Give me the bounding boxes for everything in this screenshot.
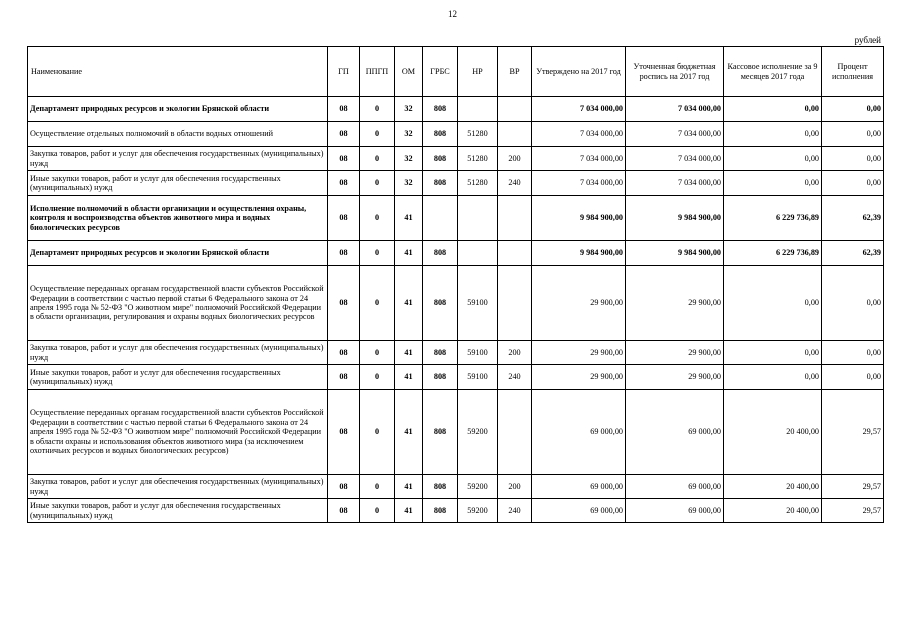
cell-om: 41 [395, 499, 423, 523]
cell-percent: 0,00 [822, 147, 884, 171]
cell-refined: 7 034 000,00 [626, 171, 724, 196]
cell-grbs: 808 [423, 122, 458, 147]
cell-approved: 7 034 000,00 [532, 171, 626, 196]
cell-name: Закупка товаров, работ и услуг для обеспечения государственных (муниципальных) нужд [28, 475, 328, 499]
cell-np: 59200 [458, 499, 498, 523]
cell-vr: 240 [498, 171, 532, 196]
cell-grbs [423, 196, 458, 241]
cell-np [458, 97, 498, 122]
cell-ppgp: 0 [360, 499, 395, 523]
cell-ppgp: 0 [360, 390, 395, 475]
cell-refined: 9 984 900,00 [626, 196, 724, 241]
cell-om: 41 [395, 475, 423, 499]
header-vr: ВР [498, 47, 532, 97]
cell-gp: 08 [328, 97, 360, 122]
cell-name: Осуществление переданных органам государственной власти субъектов Российской Федерации в соответствии с частью первой статьи 6 Федерального закона от 24 апреля 1995 года № 52-ФЗ "О животном мире" полномочий Российской Федерации в области охраны и использования объектов животного мира (за исключением охотничьих ресурсов и водных биологических ресурсов) [28, 390, 328, 475]
cell-cash: 20 400,00 [724, 390, 822, 475]
cell-gp: 08 [328, 341, 360, 365]
cell-refined: 29 900,00 [626, 365, 724, 390]
header-om: ОМ [395, 47, 423, 97]
cell-gp: 08 [328, 475, 360, 499]
cell-cash: 6 229 736,89 [724, 241, 822, 266]
cell-name: Иные закупки товаров, работ и услуг для обеспечения государственных (муниципальных) нужд [28, 171, 328, 196]
cell-om: 32 [395, 147, 423, 171]
header-name: Наименование [28, 47, 328, 97]
cell-name: Департамент природных ресурсов и экологии Брянской области [28, 241, 328, 266]
cell-om: 41 [395, 241, 423, 266]
cell-gp: 08 [328, 147, 360, 171]
cell-vr: 240 [498, 499, 532, 523]
cell-approved: 9 984 900,00 [532, 196, 626, 241]
cell-vr: 200 [498, 147, 532, 171]
cell-vr [498, 97, 532, 122]
cell-np: 59200 [458, 475, 498, 499]
cell-name: Исполнение полномочий в области организации и осуществления охраны, контроля и воспроизводства объектов животного мира и водных биологических ресурсов [28, 196, 328, 241]
cell-ppgp: 0 [360, 171, 395, 196]
cell-om: 41 [395, 266, 423, 341]
cell-cash: 0,00 [724, 97, 822, 122]
cell-approved: 7 034 000,00 [532, 122, 626, 147]
header-gp: ГП [328, 47, 360, 97]
cell-om: 32 [395, 97, 423, 122]
cell-om: 32 [395, 122, 423, 147]
budget-table [27, 46, 884, 523]
cell-cash: 0,00 [724, 365, 822, 390]
cell-vr: 200 [498, 475, 532, 499]
cell-gp: 08 [328, 196, 360, 241]
header-cash: Кассовое исполнение за 9 месяцев 2017 года [724, 47, 822, 97]
cell-ppgp: 0 [360, 241, 395, 266]
table-row [28, 341, 884, 365]
cell-approved: 29 900,00 [532, 365, 626, 390]
cell-approved: 69 000,00 [532, 499, 626, 523]
cell-ppgp: 0 [360, 475, 395, 499]
cell-ppgp: 0 [360, 266, 395, 341]
cell-om: 41 [395, 196, 423, 241]
cell-vr: 240 [498, 365, 532, 390]
table-row [28, 475, 884, 499]
cell-ppgp: 0 [360, 196, 395, 241]
cell-grbs: 808 [423, 171, 458, 196]
cell-ppgp: 0 [360, 147, 395, 171]
header-approved: Утверждено на 2017 год [532, 47, 626, 97]
cell-grbs: 808 [423, 365, 458, 390]
cell-refined: 69 000,00 [626, 499, 724, 523]
cell-percent: 0,00 [822, 266, 884, 341]
cell-refined: 69 000,00 [626, 475, 724, 499]
cell-approved: 7 034 000,00 [532, 97, 626, 122]
table-row [28, 147, 884, 171]
cell-name: Департамент природных ресурсов и экологии Брянской области [28, 97, 328, 122]
cell-grbs: 808 [423, 147, 458, 171]
cell-cash: 0,00 [724, 341, 822, 365]
cell-cash: 20 400,00 [724, 475, 822, 499]
cell-percent: 0,00 [822, 97, 884, 122]
cell-vr [498, 390, 532, 475]
cell-approved: 69 000,00 [532, 390, 626, 475]
cell-name: Осуществление переданных органам государственной власти субъектов Российской Федерации в соответствии с частью первой статьи 6 Федерального закона от 24 апреля 1995 года № 52-ФЗ "О животном мире" полномочий Российской Федерации в области организации, регулирования и охраны водных биологических ресурсов [28, 266, 328, 341]
cell-refined: 7 034 000,00 [626, 97, 724, 122]
table-row [28, 97, 884, 122]
cell-grbs: 808 [423, 390, 458, 475]
cell-approved: 29 900,00 [532, 341, 626, 365]
cell-name: Иные закупки товаров, работ и услуг для обеспечения государственных (муниципальных) нужд [28, 365, 328, 390]
cell-cash: 6 229 736,89 [724, 196, 822, 241]
cell-vr [498, 122, 532, 147]
cell-ppgp: 0 [360, 122, 395, 147]
cell-refined: 29 900,00 [626, 341, 724, 365]
cell-np: 51280 [458, 147, 498, 171]
cell-vr [498, 241, 532, 266]
cell-percent: 29,57 [822, 390, 884, 475]
cell-refined: 69 000,00 [626, 390, 724, 475]
cell-grbs: 808 [423, 341, 458, 365]
cell-ppgp: 0 [360, 341, 395, 365]
cell-percent: 29,57 [822, 499, 884, 523]
cell-grbs: 808 [423, 97, 458, 122]
cell-np [458, 241, 498, 266]
cell-np: 51280 [458, 122, 498, 147]
cell-cash: 0,00 [724, 266, 822, 341]
table-row [28, 499, 884, 523]
cell-percent: 0,00 [822, 341, 884, 365]
cell-cash: 20 400,00 [724, 499, 822, 523]
cell-vr [498, 266, 532, 341]
header-percent: Процент исполнения [822, 47, 884, 97]
cell-gp: 08 [328, 122, 360, 147]
cell-om: 41 [395, 341, 423, 365]
cell-gp: 08 [328, 499, 360, 523]
cell-percent: 62,39 [822, 196, 884, 241]
table-row [28, 122, 884, 147]
table-row [28, 171, 884, 196]
table-row [28, 365, 884, 390]
table-row [28, 196, 884, 241]
table-row [28, 390, 884, 475]
cell-percent: 0,00 [822, 171, 884, 196]
cell-grbs: 808 [423, 241, 458, 266]
cell-refined: 7 034 000,00 [626, 122, 724, 147]
table-row [28, 266, 884, 341]
header-grbs: ГРБС [423, 47, 458, 97]
cell-om: 41 [395, 390, 423, 475]
cell-refined: 7 034 000,00 [626, 147, 724, 171]
cell-percent: 29,57 [822, 475, 884, 499]
cell-grbs: 808 [423, 499, 458, 523]
cell-np: 59100 [458, 341, 498, 365]
cell-cash: 0,00 [724, 122, 822, 147]
cell-name: Закупка товаров, работ и услуг для обеспечения государственных (муниципальных) нужд [28, 147, 328, 171]
page-number: 12 [448, 9, 457, 19]
cell-approved: 9 984 900,00 [532, 241, 626, 266]
cell-np: 59100 [458, 365, 498, 390]
cell-np: 59200 [458, 390, 498, 475]
cell-percent: 0,00 [822, 365, 884, 390]
cell-om: 41 [395, 365, 423, 390]
cell-vr [498, 196, 532, 241]
cell-name: Закупка товаров, работ и услуг для обеспечения государственных (муниципальных) нужд [28, 341, 328, 365]
header-ppgp: ППГП [360, 47, 395, 97]
cell-np: 51280 [458, 171, 498, 196]
cell-gp: 08 [328, 365, 360, 390]
cell-approved: 29 900,00 [532, 266, 626, 341]
cell-ppgp: 0 [360, 97, 395, 122]
cell-grbs: 808 [423, 475, 458, 499]
cell-gp: 08 [328, 266, 360, 341]
cell-om: 32 [395, 171, 423, 196]
cell-cash: 0,00 [724, 171, 822, 196]
cell-name: Иные закупки товаров, работ и услуг для обеспечения государственных (муниципальных) нужд [28, 499, 328, 523]
cell-np [458, 196, 498, 241]
cell-np: 59100 [458, 266, 498, 341]
cell-approved: 7 034 000,00 [532, 147, 626, 171]
cell-refined: 29 900,00 [626, 266, 724, 341]
header-np: НР [458, 47, 498, 97]
cell-cash: 0,00 [724, 147, 822, 171]
header-refined: Уточненная бюджетная роспись на 2017 год [626, 47, 724, 97]
cell-percent: 62,39 [822, 241, 884, 266]
cell-approved: 69 000,00 [532, 475, 626, 499]
cell-gp: 08 [328, 241, 360, 266]
units-label: рублей [854, 35, 881, 45]
cell-name: Осуществление отдельных полномочий в области водных отношений [28, 122, 328, 147]
cell-ppgp: 0 [360, 365, 395, 390]
table-header-row [28, 47, 884, 97]
table-row [28, 241, 884, 266]
cell-grbs: 808 [423, 266, 458, 341]
cell-gp: 08 [328, 390, 360, 475]
cell-refined: 9 984 900,00 [626, 241, 724, 266]
cell-gp: 08 [328, 171, 360, 196]
cell-vr: 200 [498, 341, 532, 365]
cell-percent: 0,00 [822, 122, 884, 147]
